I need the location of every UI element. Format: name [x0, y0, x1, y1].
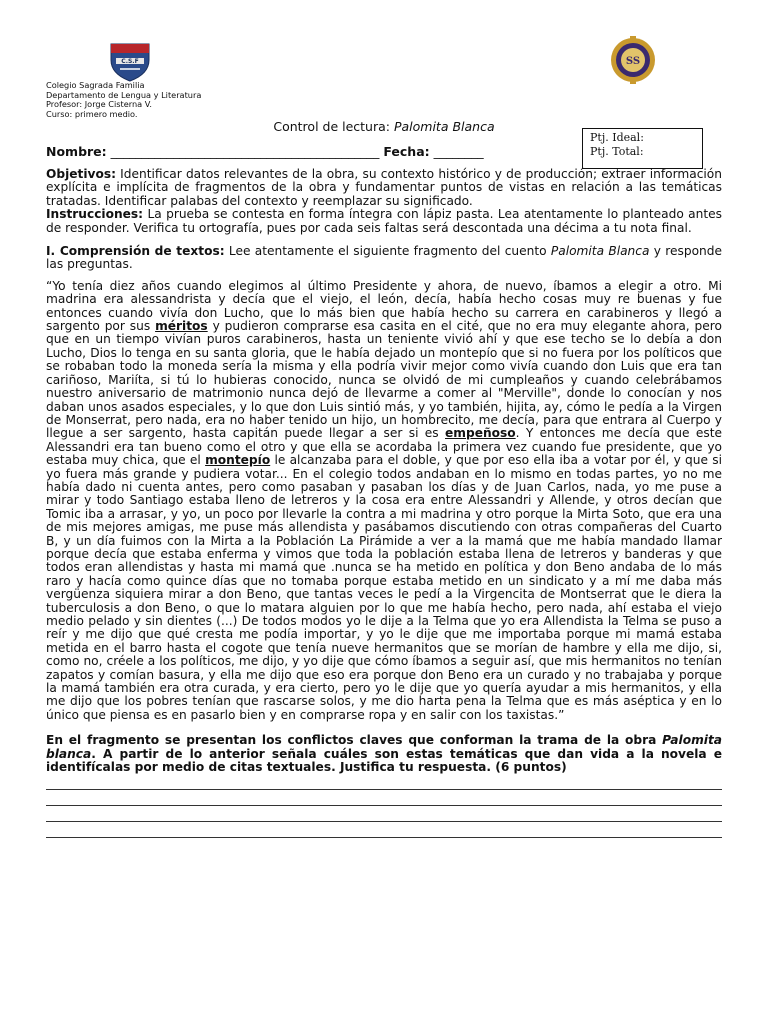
- passage-part-3: . Y entonces me decía que este Alessandri era tan bueno como el otro y que ella se acordaba la primera vez cuando fue presidente, que yo estaba muy chica, que el: [46, 426, 722, 468]
- question-text-b: . A partir de lo anterior señala cuáles son estas temáticas que dan vida a la novela e identifícalas por medio de citas textuales. Justifica tu respuesta. (6 puntos): [46, 746, 722, 775]
- school-name: Colegio Sagrada Familia: [46, 80, 145, 90]
- objectives-text: Identificar datos relevantes de la obra, su contexto histórico y de producción; extraer información explícita e implícita de fragmentos de la obra y fundamentar puntos de vistas en relación a las temáticas tratadas. Identificar palabas del contexto y reemplazar su significado.: [46, 167, 722, 208]
- passage-part-1: “Yo tenía diez años cuando elegimos al último Presidente y ahora, de nuevo, íbamos a elegir a otro. Mi madrina era alessandrista y decía que el viejo, el león, decía, había hecho cosas muy re buenas y fue entonces cuando vivía don Lucho, que lo más bien que había hecho su carrera en carabineros y llegó a sargento por sus: [46, 278, 722, 334]
- vocab-word-meritos: méritos: [155, 319, 208, 334]
- course-name: Curso: primero medio.: [46, 108, 138, 119]
- department-name: Departamento de Lengua y Literatura: [46, 89, 202, 100]
- section-heading: [46, 245, 722, 272]
- school-info: [46, 81, 201, 119]
- question-book: Palomita blanca: [46, 733, 722, 761]
- name-date-line: [46, 144, 484, 159]
- objectives-paragraph: [46, 168, 722, 208]
- medal-logo: [608, 36, 658, 84]
- reading-passage: [46, 280, 722, 722]
- main-content: [46, 168, 722, 838]
- instructions-paragraph: [46, 208, 722, 235]
- answer-area[interactable]: [46, 774, 722, 838]
- answer-line[interactable]: [46, 822, 722, 838]
- passage-part-2: y pudieron comprarse esa casita en el cité, que no era muy elegante ahora, pero que en un tiempo vivían puros carabineros, hasta un teniente vivió ahí y que ese techo se lo debía a don Lucho, Dios lo tenga en su santa gloria, que le había dejado un montepío que si no fuera por los políticos que se robaban todo la moneda sería la misma y ella podría vivir mejor como vivía cuando don Luis que era tan cariñoso, Mariíta, si tú lo hubieras conocido, nunca se olvidó de mi cumpleaños y cuando celebrábamos nuestro aniversario de matrimonio nunca dejó de llevarme a comer al "Merville", donde lo conocían y nos daban unos asados especiales, y lo que don Luis sintió más, y yo también, hijita, ay, cómo le pedía a la Virgen de Monserrat, pero nada, era no haber tenido un hijo, un hombrecito, me decía, para que entrara al Cuerpo y llegue a ser sargento, hasta capitán puede llegar a ser si es: [46, 319, 722, 441]
- question-1: [46, 734, 722, 774]
- title-book: Palomita Blanca: [393, 119, 495, 134]
- section-text-a: Lee atentamente el siguiente fragmento del cuento: [224, 244, 551, 259]
- section-book: Palomita Blanca: [550, 244, 650, 259]
- question-text-a: En el fragmento se presentan los conflictos claves que conforman la trama de la obra: [46, 733, 663, 748]
- passage-part-4: le alcanzaba para el doble, y que por eso ella iba a votar por él, y que si yo fuera más grande y pudiera votar... En el colegio todos andaban en lo mismo en todas partes, yo no me había dado ni cuenta antes, pero como pasaban y pasaban los días y de Juan Carlos, nada, yo me puse a mirar y todo Santiago estaba lleno de letreros y la cosa era entre Alessandri y Allende, y otros decían que Tomic iba a arrasar, y yo, un poco por llevarle la contra a mi madrina y otro porque la Mirta Soto, que era una de mis mejores amigas, me puse más allendista y pasábamos discutiendo con otras compañeras del Cuarto B, y un día fuimos con la Mirta a la Población La Pirámide a ver a la mamá que me había mandado llamar porque decía que estaba enferma y vimos que toda la población estaba llena de letreros y banderas y que todos eran allendistas y hasta mi mamá que .nunca se ha metido en política y don Beno andaba de lo más raro y hacía como quince días que no tomaba porque estaba metido en un sindicato y a mí me daba más vergüenza siquiera mirar a don Beno, que tantas veces le pedí a la Virgencita de Montserrat que le diera la tuberculosis a don Beno, o que lo matara alguien por lo que me había hecho, pero nada, ahí estaba el viejo medio pelado y sin dientes (...) De todos modos yo le dije a la Telma que yo era Allendista la Telma se puso a reír y me dijo que qué cresta me podía importar, y yo le dije que me importaba porque mi mamá estaba metida en el barro hasta el cogote que tenía nueve hermanitos que se morían de hambre y ella me dijo, si, como no, créele a los políticos, me dijo, y yo dije que cómo íbamos a seguir así, que mis hermanitos no tenían zapatos y comían basura, y ella me dijo que eso era porque don Beno era un curado y no trabajaba y porque la mamá también era otra curada, y era cierto, pero yo le dije que yo quería ayudar a mis hermanitos, y ella me dijo que los pobres tenían que rascarse solos, y me dio harta pena la Telma que es más aséptica y en lo único que piensa es en pasarlo bien y en comprarse ropa y en salir con los taxistas.”: [46, 453, 722, 722]
- objectives-label: Objetivos:: [46, 167, 116, 181]
- date-label: Fecha:: [383, 144, 430, 159]
- section-label: I. Comprensión de textos:: [46, 244, 225, 259]
- instructions-label: Instrucciones:: [46, 207, 144, 222]
- answer-line[interactable]: [46, 774, 722, 790]
- instructions-text: La prueba se contesta en forma íntegra con lápiz pasta. Lea atentamente lo planteado antes de responder. Verifica tu ortografía, pues por cada seis faltas será descontada una décima a tu nota final.: [46, 207, 722, 235]
- answer-line[interactable]: [46, 806, 722, 822]
- name-field[interactable]: ___________________________________________: [106, 144, 384, 159]
- vocab-word-montepio: montepío: [205, 453, 271, 468]
- score-box: [582, 128, 703, 169]
- date-field[interactable]: ________: [429, 144, 484, 159]
- section-text-b: y responde las preguntas.: [46, 244, 723, 272]
- page-title: [0, 119, 768, 134]
- answer-line[interactable]: [46, 790, 722, 806]
- school-crest-logo: [108, 40, 152, 82]
- total-score-label: Ptj. Total:: [590, 145, 644, 158]
- ideal-score-label: Ptj. Ideal:: [590, 131, 644, 144]
- crest-lettering: C.S.F: [121, 58, 139, 65]
- name-label: Nombre:: [46, 144, 107, 159]
- teacher-name: Profesor: Jorge Cisterna V.: [46, 99, 152, 110]
- vocab-word-empenoso: empeñoso: [445, 426, 516, 441]
- title-prefix: Control de lectura:: [273, 119, 394, 134]
- medal-lettering: SS: [625, 56, 641, 67]
